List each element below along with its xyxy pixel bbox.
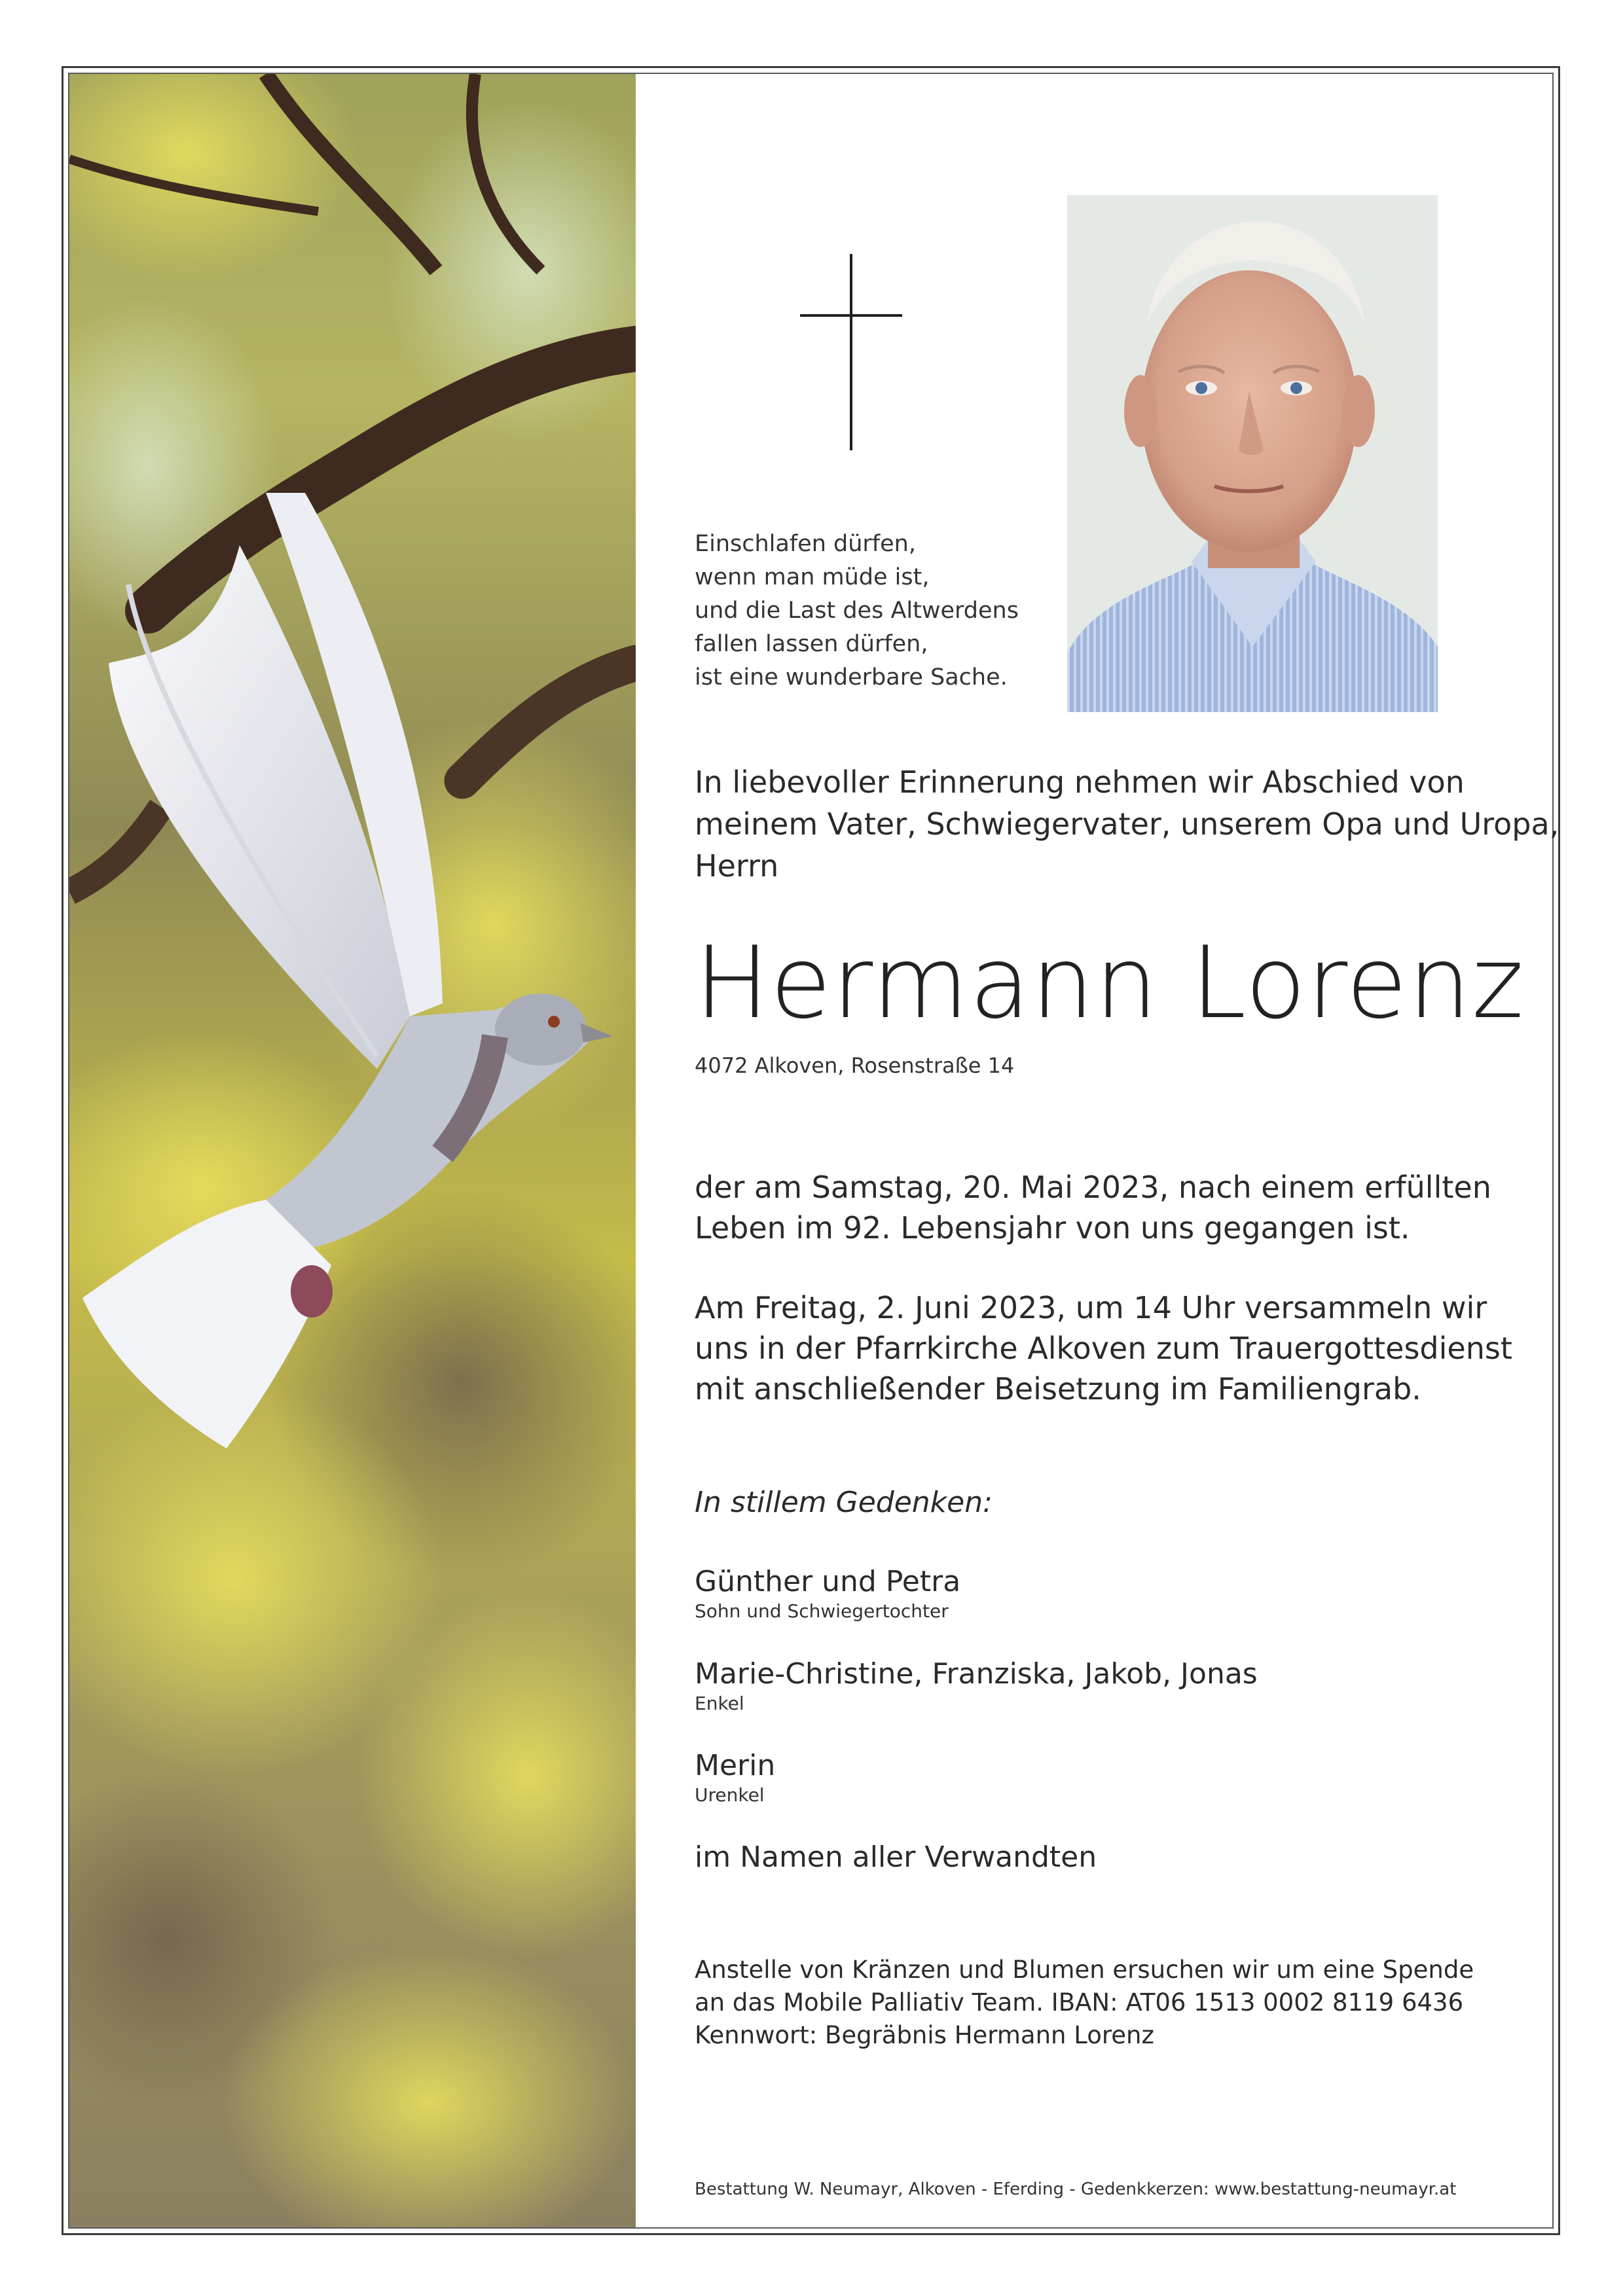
mourner-relation: Enkel [695,1693,744,1714]
mourner-entry [695,1564,960,1623]
death-notice [695,1167,1491,1248]
death-line: Leben im 92. Lebensjahr von uns gegangen ist. [695,1210,1410,1246]
mourner-names: Marie-Christine, Franziska, Jakob, Jonas [695,1657,1258,1691]
service-line: uns in der Pfarrkirche Alkoven zum Trauergottesdienst [695,1331,1512,1366]
donation-line: an das Mobile Palliativ Team. IBAN: AT06 1513 0002 8119 6436 [695,1988,1464,2017]
service-line: mit anschließender Beisetzung im Familiengrab. [695,1371,1421,1407]
intro-line: Herrn [695,848,779,884]
mourner-names: Günther und Petra [695,1565,961,1598]
intro-line: In liebevoller Erinnerung nehmen wir Abschied von [695,764,1465,800]
mourner-relation: Sohn und Schwiegertochter [695,1600,949,1622]
mourner-entry [695,1657,1258,1715]
donation-line: Anstelle von Kränzen und Blumen ersuchen wir um eine Spende [695,1956,1474,1984]
death-line: der am Samstag, 20. Mai 2023, nach einem erfüllten [695,1170,1491,1205]
behalf-line: im Namen aller Verwandten [695,1840,1097,1874]
cross-icon [800,254,902,450]
poem-line: fallen lassen dürfen, [695,631,928,657]
intro-line: meinem Vater, Schwiegervater, unserem Opa und Uropa, [695,806,1559,842]
mourner-names: Merin [695,1749,776,1782]
poem-line: ist eine wunderbare Sache. [695,664,1008,691]
deceased-name: Hermann Lorenz [695,925,1525,1041]
mourner-relation: Urenkel [695,1784,765,1806]
poem-line: und die Last des Altwerdens [695,598,1019,624]
mourner-entry [695,1748,775,1807]
memory-heading: In stillem Gedenken: [695,1486,993,1519]
footer-credit: Bestattung W. Neumayr, Alkoven - Eferding - Gedenkkerzen: www.bestattung-neumayr.at [695,2179,1457,2199]
donation-line: Kennwort: Begräbnis Hermann Lorenz [695,2021,1154,2049]
dove-photo [69,74,636,2227]
intro-text [695,761,1559,887]
poem-line: Einschlafen dürfen, [695,531,916,557]
donation-notice [695,1954,1474,2052]
poem [695,528,1019,694]
deceased-address: 4072 Alkoven, Rosenstraße 14 [695,1053,1015,1078]
service-line: Am Freitag, 2. Juni 2023, um 14 Uhr versammeln wir [695,1290,1487,1325]
poem-line: wenn man müde ist, [695,564,930,590]
service-notice [695,1287,1512,1409]
portrait-photo [1067,195,1438,712]
